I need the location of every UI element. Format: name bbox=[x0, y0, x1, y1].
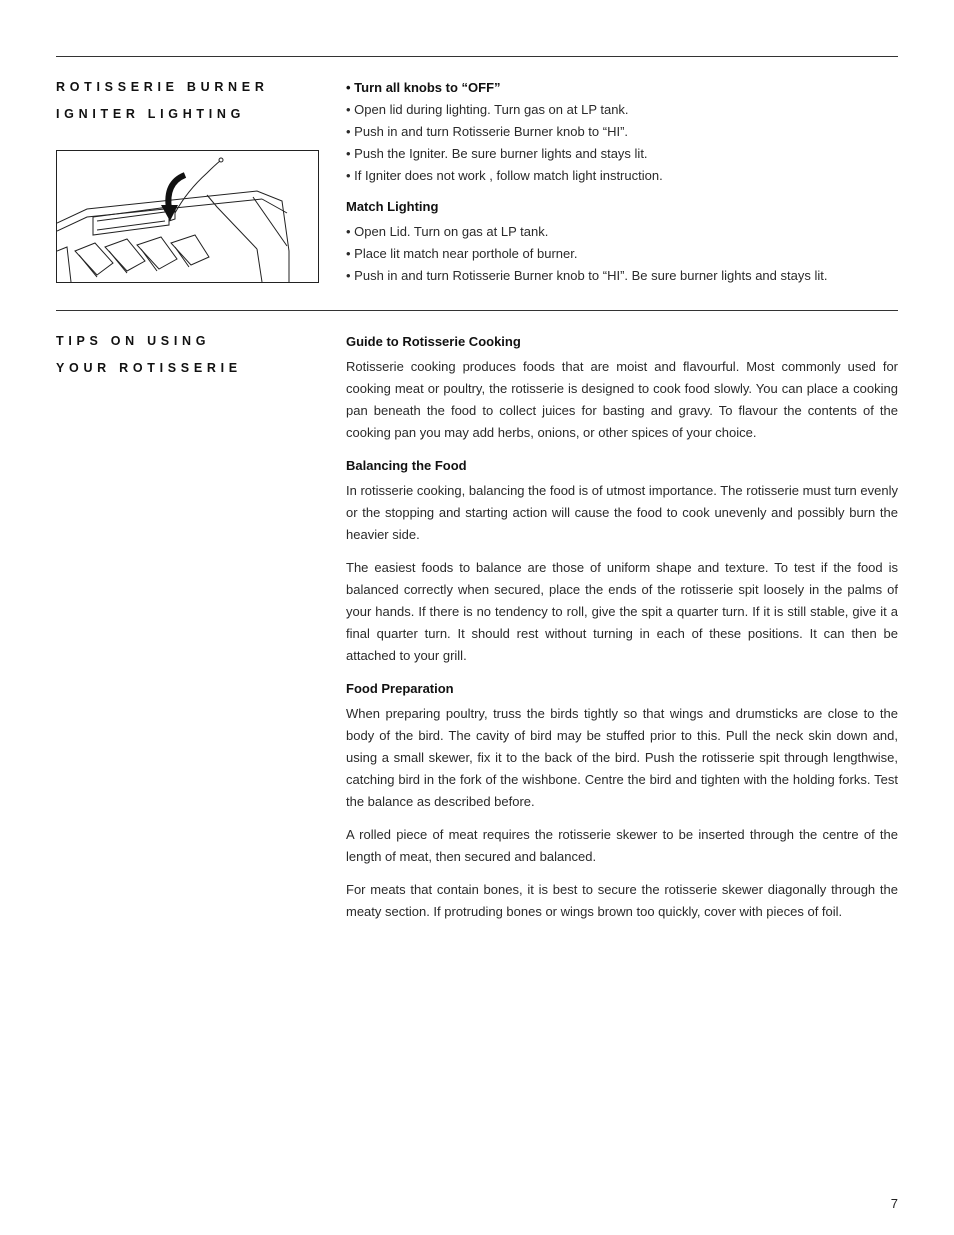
food-prep-paragraph-3: For meats that contain bones, it is best to secure the rotisserie skewer diagonally through the meaty section. If protruding bones or wings brown too quickly, cover with pieces of foil. bbox=[346, 882, 898, 919]
top-rule bbox=[56, 56, 898, 57]
food-prep-paragraph-1: When preparing poultry, truss the birds tightly so that wings and drumsticks are close to the body of the bird. The cavity of bird may be stuffed prior to this. Pull the neck skin down and, using a small skewer, fix it to the back of the bird. Push the rotisserie spit through lengthwise, catching bird in the fork of the wishbone. Centre the bird and tighten with the holding forks. Test the balance as described before. bbox=[346, 706, 898, 809]
grill-drawing-icon bbox=[57, 151, 318, 282]
step-item: • Push the Igniter. Be sure burner lights and stays lit. bbox=[346, 146, 648, 161]
food-prep-paragraph-2: A rolled piece of meat requires the rotisserie skewer to be inserted through the centre of the length of meat, then secured and balanced. bbox=[346, 827, 898, 864]
match-step-item: • Place lit match near porthole of burner. bbox=[346, 246, 578, 261]
section-heading-tips bbox=[56, 328, 242, 382]
food-prep-heading: Food Preparation bbox=[346, 681, 454, 696]
balancing-heading: Balancing the Food bbox=[346, 458, 467, 473]
balancing-paragraph-1: In rotisserie cooking, balancing the food is of utmost importance. The rotisserie must turn evenly or the stopping and starting action will cause the food to cook unevenly and possibly burn the heavier side. bbox=[346, 483, 898, 542]
heading-line: IGNITER LIGHTING bbox=[56, 107, 246, 121]
heading-line: TIPS ON USING bbox=[56, 334, 211, 348]
balancing-paragraph-2: The easiest foods to balance are those of uniform shape and texture. To test if the food is balanced correctly when secured, place the ends of the rotisserie spit loosely in the palms of your hands. If there is no tendency to roll, give the spit a quarter turn. If it is still stable, give it a final quarter turn. It should rest without turning in each of these positions. It can then be attached to your grill. bbox=[346, 560, 898, 663]
section-heading-igniter bbox=[56, 74, 269, 128]
igniter-instructions bbox=[346, 77, 898, 287]
step-item: • Push in and turn Rotisserie Burner knob to “HI”. bbox=[346, 124, 629, 139]
step-item: • Open lid during lighting. Turn gas on at LP tank. bbox=[346, 102, 629, 117]
heading-line: ROTISSERIE BURNER bbox=[56, 80, 269, 94]
step-item: • If Igniter does not work , follow match light instruction. bbox=[346, 168, 663, 183]
grill-burner-illustration bbox=[56, 150, 319, 283]
guide-paragraph: Rotisserie cooking produces foods that are moist and flavourful. Most commonly used for cooking meat or poultry, the rotisserie is designed to cook food slowly. You can place a cooking pan beneath the food to collect juices for basting and gravy. To flavour the contents of the cooking pan you may add herbs, onions, or other spices of your choice. bbox=[346, 359, 898, 440]
match-lighting-heading: Match Lighting bbox=[346, 199, 439, 214]
page-number: 7 bbox=[890, 1196, 898, 1211]
tips-content bbox=[346, 331, 898, 934]
step-item: • Turn all knobs to “OFF” bbox=[346, 80, 501, 95]
match-step-item: • Open Lid. Turn on gas at LP tank. bbox=[346, 224, 549, 239]
guide-heading: Guide to Rotisserie Cooking bbox=[346, 334, 521, 349]
match-step-item: • Push in and turn Rotisserie Burner knob to “HI”. Be sure burner lights and stays lit. bbox=[346, 268, 828, 283]
section-rule bbox=[56, 310, 898, 311]
heading-line: YOUR ROTISSERIE bbox=[56, 361, 242, 375]
